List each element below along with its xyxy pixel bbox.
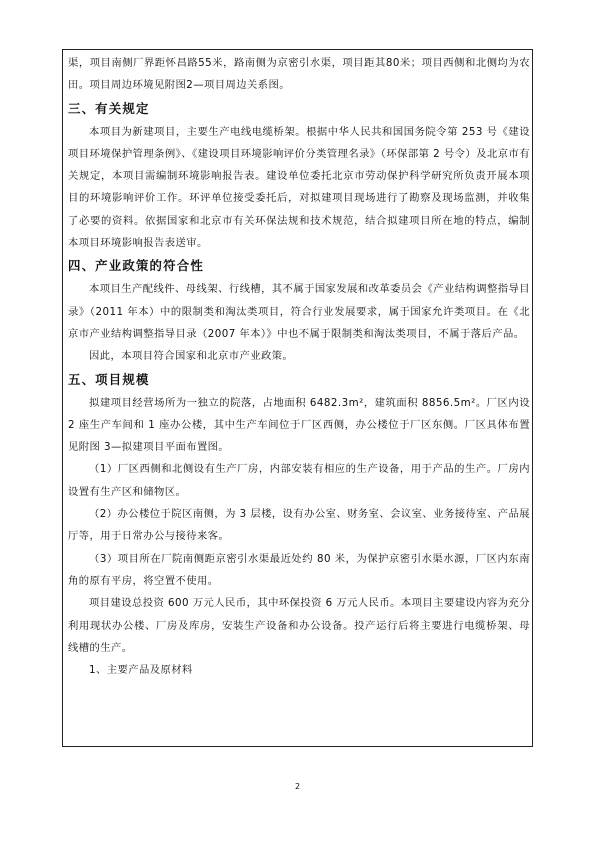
paragraph: 项目建设总投资 600 万元人民币，其中环保投资 6 万元人民币。本项目主要建设内容为充分利用现状办公楼、厂房及库房，安装生产设备和办公设备。投产运行后将主要进行电缆桥架、母线槽的生产。	[68, 597, 530, 654]
section-heading-regulations: 三、有关规定	[68, 100, 150, 116]
paragraph: （3）项目所在厂院南侧距京密引水渠最近处约 80 米，为保护京密引水渠水源，厂区内东南角的原有平房，将空置不使用。	[68, 552, 530, 587]
paragraph: 拟建项目经营场所为一独立的院落，占地面积 6482.3m²，建筑面积 8856.5m²。厂区内设 2 座生产车间和 1 座办公楼，其中生产车间位于厂区西侧，办公楼位于厂区东侧。厂区具体布置见附图 3—拟建项目平面布置图。	[68, 396, 530, 454]
section-heading-industrial-policy: 四、产业政策的符合性	[68, 258, 204, 274]
paragraph: （1）厂区西侧和北侧设有生产厂房，内部安装有相应的生产设备，用于产品的生产。厂房内设置有生产区和储物区。	[68, 463, 530, 498]
subheading-products-materials: 1、主要产品及原材料	[89, 664, 193, 677]
paragraph: 因此，本项目符合国家和北京市产业政策。	[89, 350, 294, 363]
paragraph: 本项目生产配线件、母线架、行线槽，其不属于国家发展和改革委员会《产业结构调整指导目录》（2011 年本）中的限制类和淘汰类项目，符合行业发展要求，属于国家允许类项目。在《北京市产业结构调整指导目录（2007 年本）》中也不属于限制类和淘汰类项目，不属于落后产品。	[68, 283, 530, 340]
document-body	[68, 52, 530, 681]
section-heading-project-scale: 五、项目规模	[68, 371, 150, 387]
paragraph: （2）办公楼位于院区南侧，为 3 层楼，设有办公室、财务室、会议室、业务接待室、产品展厅等，用于日常办公与接待来客。	[68, 508, 530, 543]
paragraph: 本项目为新建项目，主要生产电线电缆桥架。根据中华人民共和国国务院令第 253 号《建设项目环境保护管理条例》、《建设项目环境影响评价分类管理名录》（环保部第 2 号令）及北京市有关规定，本项目需编制环境影响报告表。建设单位委托北京市劳动保护科学研究所负责开展本项目的环境影响评价工作。环评单位接受委托后，对拟建项目现场进行了勘察及现场监测，并收集了必要的资料。依据国家和北京市有关环保法规和技术规范，结合拟建项目所在地的特点，编制本项目环境影响报告表送审。	[68, 125, 530, 250]
intro-paragraph: 渠，项目南侧厂界距怀昌路55米，路南侧为京密引水渠，项目距其80米；项目西侧和北侧均为农田。项目周边环境见附图2—项目周边关系图。	[68, 57, 530, 92]
page-number: 2	[294, 782, 301, 791]
